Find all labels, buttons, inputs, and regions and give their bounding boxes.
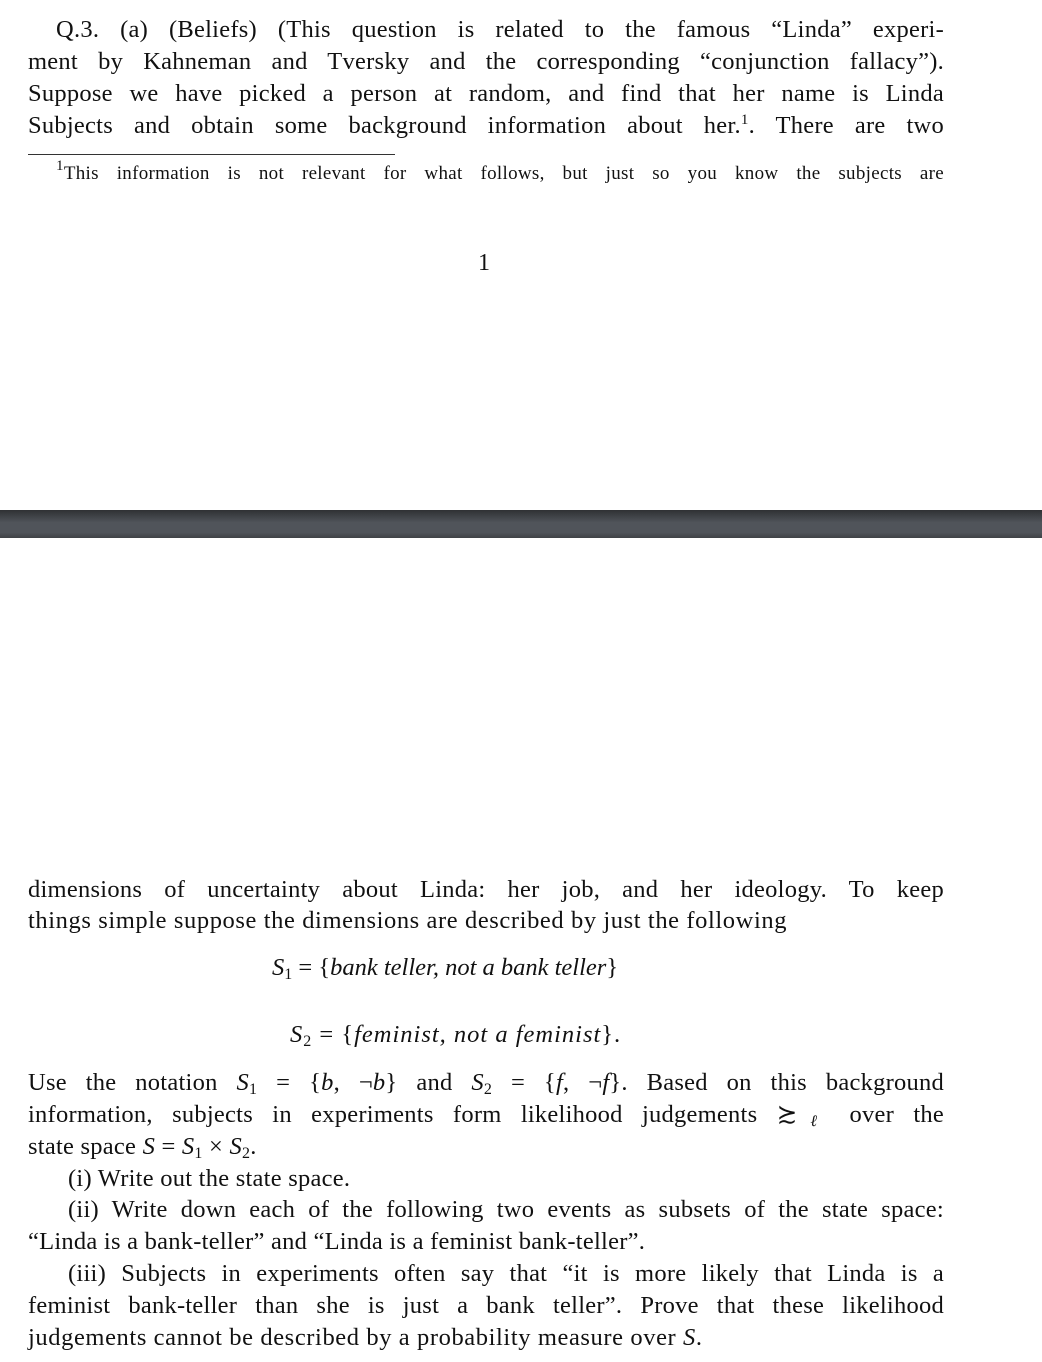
math: feminist, not a feminist (354, 1021, 602, 1048)
page-separator (0, 510, 1042, 538)
math: S (229, 1133, 242, 1160)
footnote-rule (28, 154, 395, 155)
math: 2 (303, 1033, 313, 1050)
body-line (28, 1099, 944, 1131)
equation-s1 (272, 952, 618, 984)
likelihood-relation-symbol: ≿ (776, 1101, 798, 1128)
math: 2 (241, 1145, 251, 1162)
question-line: Suppose we have picked a person at random, and find that her name is Linda (28, 80, 944, 107)
math: S (236, 1069, 249, 1096)
math: S (142, 1133, 156, 1160)
footnote-text: This information is not relevant for what follows, but just so you know the subjects are (63, 163, 944, 184)
math: } (606, 954, 619, 981)
math: S (683, 1324, 696, 1351)
body-line (28, 1067, 944, 1099)
footnote-ref[interactable]: 1 (740, 112, 749, 128)
question-line: ment by Kahneman and Tversky and the corresponding “conjunction fallacy”). (28, 48, 944, 75)
footnote (56, 160, 944, 188)
page-number: 1 (478, 250, 490, 276)
math: S (471, 1069, 484, 1096)
math: S (290, 1021, 304, 1048)
math: S (272, 954, 285, 981)
math: b (372, 1069, 386, 1096)
equation-s2 (290, 1019, 621, 1051)
item-ii-cont: “Linda is a bank-teller” and “Linda is a feminist bank-teller”. (28, 1228, 646, 1255)
math: = { (312, 1021, 355, 1048)
math: = { (492, 1069, 556, 1096)
text: . (250, 1133, 257, 1160)
math: 1 (194, 1145, 203, 1162)
text: . (695, 1324, 703, 1351)
footnote-marker: 1 (56, 158, 64, 174)
text: }. Based on this background (609, 1069, 944, 1096)
math: b (321, 1069, 334, 1096)
math: 1 (284, 966, 293, 983)
math: bank teller, not a bank teller (330, 954, 607, 981)
math: × (202, 1133, 230, 1160)
math: , ¬ (333, 1069, 373, 1096)
text: Use the notation (28, 1069, 237, 1096)
math: = { (292, 954, 331, 981)
question-line: Q.3. (a) (Beliefs) (This question is related to the famous “Linda” experi- (56, 16, 944, 43)
body-line: dimensions of uncertainty about Linda: her job, and her ideology. To keep (28, 876, 944, 903)
text: state space (28, 1133, 143, 1160)
math: S (181, 1133, 195, 1160)
item-iii-cont: feminist bank-teller than she is just a bank teller”. Prove that these likelihood (28, 1292, 944, 1319)
text: Subjects and obtain some background information about her. (28, 112, 741, 139)
body-line (28, 1131, 944, 1163)
item-iii-cont (28, 1322, 944, 1354)
math: f (555, 1069, 563, 1096)
item-iii: (iii) Subjects in experiments often say that “it is more likely that Linda is a (68, 1260, 944, 1287)
math: = { (257, 1069, 322, 1096)
item-i: (i) Write out the state space. (68, 1165, 351, 1192)
math: , ¬ (563, 1069, 603, 1096)
body-line: things simple suppose the dimensions are described by just the following (28, 907, 788, 934)
item-ii: (ii) Write down each of the following two events as subsets of the state space: (68, 1196, 944, 1223)
math: 2 (483, 1081, 493, 1098)
math: }. (601, 1021, 622, 1048)
text: information, subjects in experiments form likelihood judgements (28, 1101, 758, 1128)
text: } and (385, 1069, 472, 1096)
math: 1 (248, 1081, 258, 1098)
text: judgements cannot be described by a probability measure over (28, 1324, 684, 1351)
math: f (602, 1069, 610, 1096)
math: ℓ (797, 1113, 831, 1130)
text: over the (830, 1101, 945, 1128)
text: . There are two (748, 112, 944, 139)
math: = (155, 1133, 182, 1160)
question-line (28, 110, 944, 142)
